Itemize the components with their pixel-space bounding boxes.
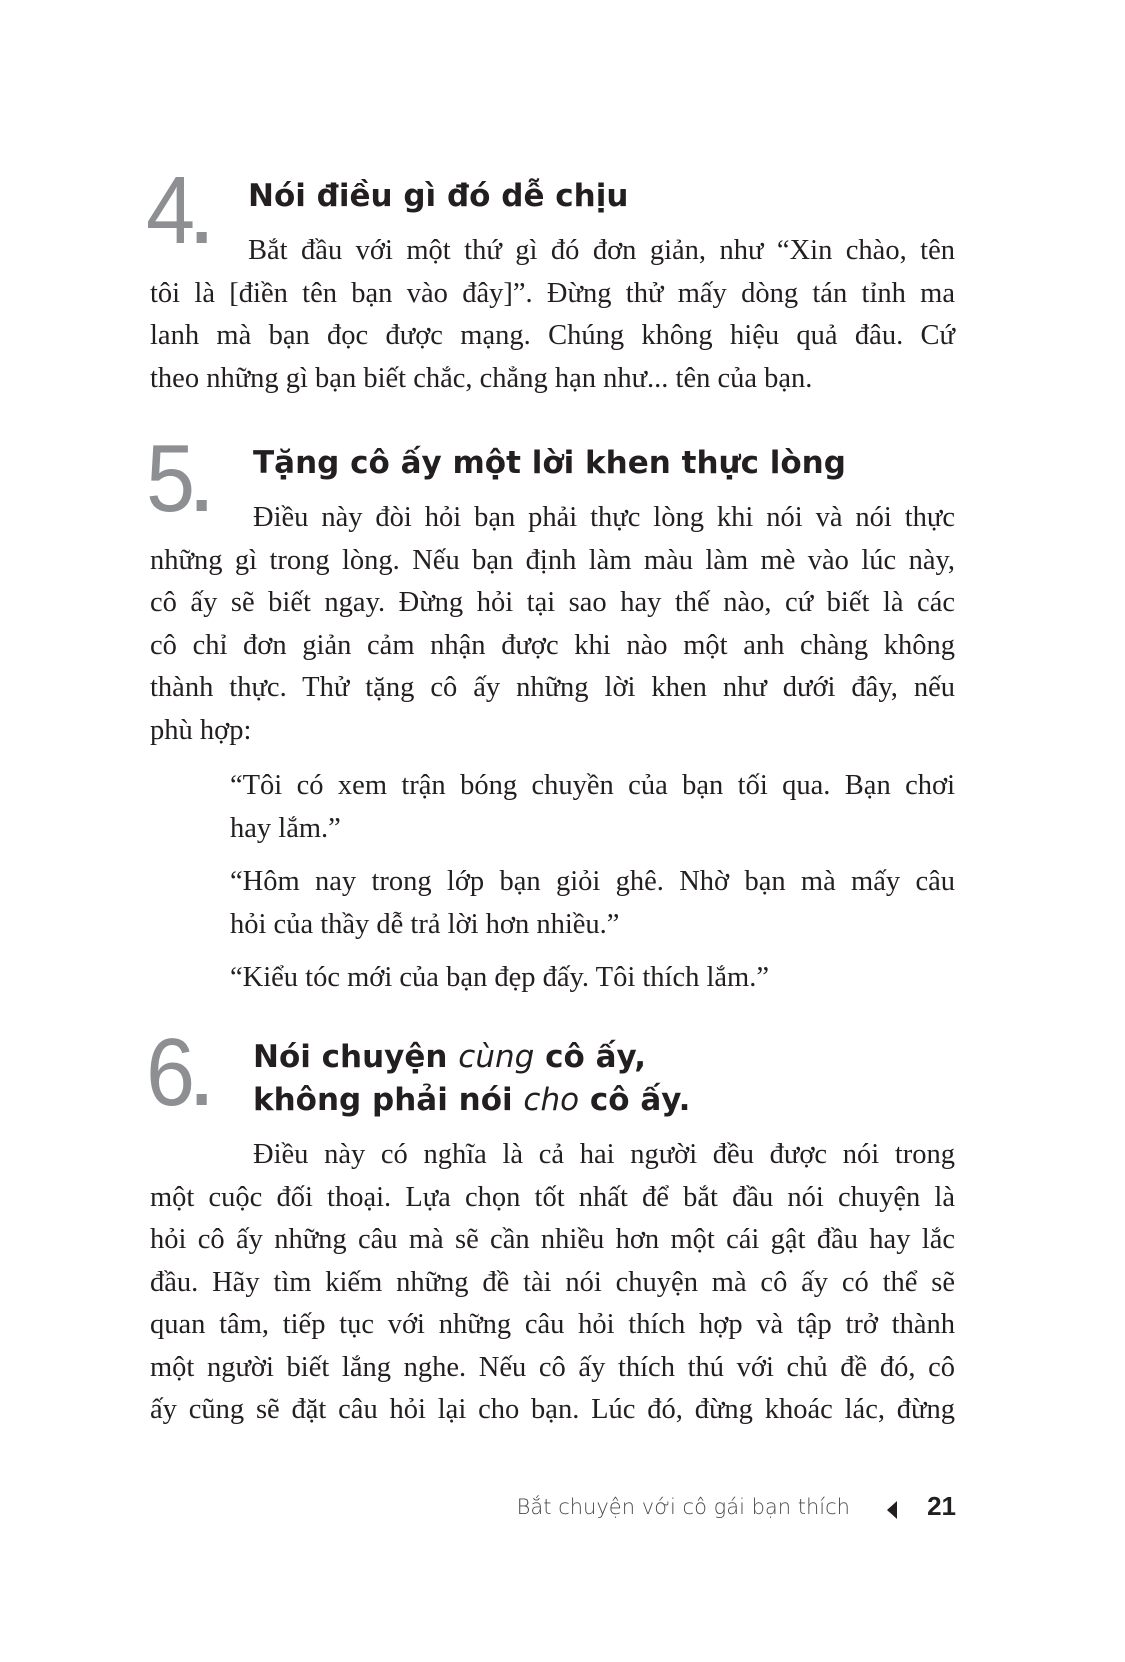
running-title: Bắt chuyện với cô gái bạn thích xyxy=(516,1495,850,1519)
heading-text: cô ấy. xyxy=(589,1082,691,1118)
heading-text: Nói chuyện xyxy=(253,1039,448,1075)
quote-line: “Kiểu tóc mới của bạn đẹp đấy. Tôi thích lắm.” xyxy=(230,962,769,993)
heading-text: cô ấy, xyxy=(545,1039,647,1075)
quote-line: hay lắm.” xyxy=(230,812,341,844)
text-line: Điều này có nghĩa là cả hai người đều được nói trong xyxy=(253,1139,955,1170)
text-line: lanh mà bạn đọc được mạng. Chúng không hiệu quả đâu. Cứ xyxy=(150,320,955,351)
section-body-6 xyxy=(150,1134,955,1432)
section-heading-6-line-1 xyxy=(253,1035,646,1079)
heading-emphasis: cho xyxy=(523,1082,580,1118)
text-line: hỏi cô ấy những câu mà sẽ cần nhiều hơn một cái gật đầu hay lắc xyxy=(150,1224,955,1255)
section-body-4 xyxy=(150,230,955,400)
text-line: theo những gì bạn biết chắc, chẳng hạn như... tên của bạn. xyxy=(150,362,813,394)
text-line: thành thực. Thử tặng cô ấy những lời khen như dưới đây, nếu xyxy=(150,672,955,703)
text-line: những gì trong lòng. Nếu bạn định làm màu làm mè vào lúc này, xyxy=(150,544,955,576)
heading-text: không phải nói xyxy=(253,1082,513,1118)
compliment-quote-3 xyxy=(230,957,955,1000)
text-line: cô chỉ đơn giản cảm nhận được khi nào một anh chàng không xyxy=(150,629,955,661)
text-line: tôi là [điền tên bạn vào đây]”. Đừng thử mấy dòng tán tỉnh ma xyxy=(150,277,955,309)
section-number-6 xyxy=(146,1019,207,1126)
text-line: một người biết lắng nghe. Nếu cô ấy thích thú với chủ đề đó, cô xyxy=(150,1351,955,1383)
section-heading-5: Tặng cô ấy một lời khen thực lòng xyxy=(253,445,846,481)
section-number-text: 5 xyxy=(146,425,194,532)
text-line: ấy cũng sẽ đặt câu hỏi lại cho bạn. Lúc đó, đừng khoác lác, đừng xyxy=(150,1394,955,1425)
heading-emphasis: cùng xyxy=(458,1039,535,1075)
left-triangle-icon xyxy=(887,1501,897,1519)
section-body-5 xyxy=(150,497,955,752)
section-number-text: 6 xyxy=(146,1019,194,1126)
section-heading-4: Nói điều gì đó dễ chịu xyxy=(248,178,629,214)
number-dot xyxy=(197,1094,207,1105)
compliment-quote-1 xyxy=(230,765,955,850)
compliment-quote-2 xyxy=(230,861,955,946)
text-line: Bắt đầu với một thứ gì đó đơn giản, như “Xin chào, tên xyxy=(248,235,955,266)
section-number-text: 4 xyxy=(146,157,194,264)
page-footer xyxy=(516,1491,960,1531)
quote-line: “Tôi có xem trận bóng chuyền của bạn tối qua. Bạn chơi xyxy=(230,770,955,801)
text-line: đầu. Hãy tìm kiếm những đề tài nói chuyện mà cô ấy có thể sẽ xyxy=(150,1266,955,1298)
page-number: 21 xyxy=(927,1491,956,1521)
quote-line: “Hôm nay trong lớp bạn giỏi ghê. Nhờ bạn mà mấy câu xyxy=(230,866,955,897)
text-line: Điều này đòi hỏi bạn phải thực lòng khi nói và nói thực xyxy=(253,502,955,533)
text-line: quan tâm, tiếp tục với những câu hỏi thích hợp và tập trở thành xyxy=(150,1309,955,1340)
text-line: phù hợp: xyxy=(150,714,252,746)
quote-line: hỏi của thầy dễ trả lời hơn nhiều.” xyxy=(230,908,620,940)
section-heading-6-line-2 xyxy=(253,1078,690,1122)
text-line: cô ấy sẽ biết ngay. Đừng hỏi tại sao hay thế nào, cứ biết là các xyxy=(150,587,955,618)
text-line: một cuộc đối thoại. Lựa chọn tốt nhất để bắt đầu nói chuyện là xyxy=(150,1181,955,1213)
